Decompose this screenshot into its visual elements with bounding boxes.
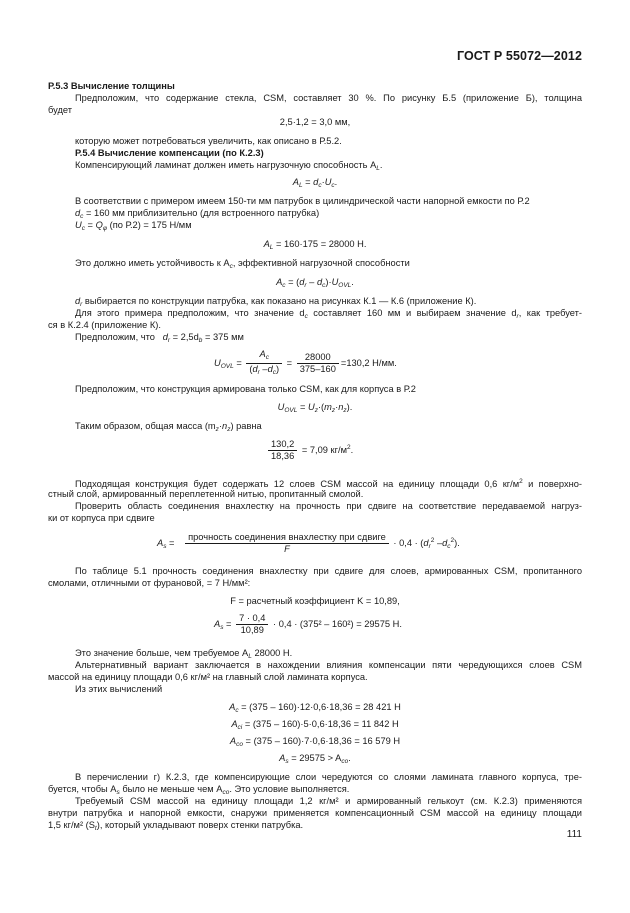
page-number: 111 (566, 829, 582, 840)
equation-al-value: $A_L = 160\cdot 175 = 28000$ Н. (263, 239, 367, 251)
para-condition-met: буется, чтобы $A_s$ было не меньше чем $A_{co}$. Это условие выполняется. (48, 784, 350, 796)
para-total-mass: Таким образом, общая масса $(m_z\cdot n_z)$ равна (75, 421, 262, 433)
equation-aci-value: $A_{ci} = (375 - 160)\cdot 5\cdot 0,6\cdot 18,36 = 11$ 842 Н (231, 719, 399, 731)
para-construction: Подходящая конструкция будет содержать 12 слоев CSM массой на единицу площади 0,6 $кг/м^2$ и поверхно- (75, 478, 583, 489)
para-glass-content: Предположим, что содержание стекла, CSM, составляет 30 %. По рисунку Б.5 (приложение Б), толщина (75, 93, 582, 103)
para-table51: По таблице 5.1 прочность соединения внахлестку при сдвиге для слоев, армированных CSM, пропитанного (75, 566, 582, 576)
equation-uovl: $U_{OVL}$ = $\frac{A_c}{(d_r -d_c)}$ = $\frac{28000}{375-160}$ =130,2 Н/мм. (214, 349, 397, 376)
para-alternative: Альтернативный вариант заключается в нахождении влияния компенсации пяти чередующихся слоев CSM (75, 660, 582, 670)
para-load-capacity: Компенсирующий ламинат должен иметь нагрузочную способность $A_L$. (75, 160, 383, 172)
equation-f-factor: F = расчетный коэффициент K = 10,89, (230, 596, 400, 606)
para-greater-value: Это значение больше, чем требуемое $A_L$ 28000 Н. (75, 648, 293, 660)
para-shear-check-end: ки от корпуса при сдвиге (48, 513, 155, 523)
equation-uovl-uz: $U_{OVL} = U_z\cdot(m_z\cdot n_z)$. (277, 402, 353, 414)
para-shear-check: Проверить область соединения внахлестку на прочность при сдвиге на соответствие передаваемой нагруз- (75, 501, 582, 511)
equation-ac: $A_c = (d_r - d_c)\cdot U_{OVL}$. (276, 277, 354, 289)
equation-as-general: $A_s$ = $\frac{\text{прочность соединения внахлестку при сдвиге}}{F}$ · $0,4 \cdot (d_r^2$ $-d_c^2$). (157, 532, 460, 554)
para-dr-value: Предположим, что $d_r = 2,5d_b = 375$ мм (75, 332, 244, 344)
para-required-csm-end: 1,5 кг/м² $(S_t)$, который укладывают поверх стенки патрубка. (48, 820, 304, 832)
para-example-assume: Для этого примера предположим, что значение $d_c$ составляет 160 мм и выбираем значение $d_r$, как требует- (75, 308, 583, 320)
standard-header: ГОСТ Р 55072—2012 (456, 49, 582, 63)
para-example: В соответствии с примером имеем 150-ти мм патрубок в цилиндрической части напорной емкости по Р.2 (75, 196, 530, 206)
equation-as-compare: $A_s = 29575 > A_{co}$. (279, 753, 351, 765)
para-construction-end: стный слой, армированный переплетенной нитью, пропитанный смолой. (48, 489, 364, 499)
equation-as-value: $A_s$ = $\frac{7 \cdot 0,4}{10,89}$ · 0,4 · (375² – 160²) = 29575 Н. (214, 613, 402, 635)
para-glass-content-end: будет (48, 105, 73, 115)
section-title-p54: Р.5.4 Вычисление компенсации (по К.2.3) (75, 148, 264, 158)
equation-al: $A_L = d_c\cdot U_c$. (292, 177, 338, 189)
para-required-csm: Требуемый CSM массой на единицу площади 1,2 кг/м² и армированный гелькоут (см. К.2.3) применяются (75, 796, 582, 806)
para-enumeration: В перечислении г) К.2.3, где компенсирующие слои чередуются со слоями ламината главного корпуса, тре- (75, 772, 582, 782)
para-table51-end: смолами, отличными от фурановой, = 7 Н/мм²: (48, 578, 251, 588)
equation-thickness: 2,5·1,2 = 3,0 мм, (279, 117, 351, 127)
para-dc: $d_c = 160$ мм приблизительно (для встроенного патрубка) (75, 208, 320, 220)
para-ref-k24: ся в К.2.4 (приложение К). (48, 320, 161, 330)
para-alternative-end: массой на единицу площади 0,6 кг/м² на главный слой ламината корпуса. (48, 672, 368, 682)
section-title-p53: Р.5.3 Вычисление толщины (48, 81, 175, 91)
equation-aco-value: $A_{co} = (375 - 160)\cdot 7\cdot 0,6\cdot 18,36 = 16$ 579 Н (229, 736, 401, 748)
equation-ac-value: $A_c = (375 - 160)\cdot 12\cdot 0,6\cdot 18,36 = 28$ 421 Н (229, 702, 401, 714)
para-uc: $U_c = Q_\varphi$ (по Р.2) = 175 Н/мм (75, 220, 192, 232)
para-increase-note: которую может потребоваться увеличить, как описано в Р.5.2. (75, 136, 342, 146)
para-from-calculations: Из этих вычислений (75, 684, 163, 694)
para-dr-selection: $d_r$ выбирается по конструкции патрубка, как показано на рисунках К.1 — К.6 (приложение К). (75, 296, 477, 308)
para-required-csm-2: внутри патрубка и напорной емкости, снаружи применяется компенсационный CSM массой на единицу площади (48, 808, 582, 818)
para-csm-only: Предположим, что конструкция армирована только CSM, как для корпуса в Р.2 (75, 384, 416, 394)
equation-mass: $\frac{130,2}{18,36}$ = 7,09 $кг/м^2$. (266, 439, 353, 462)
para-stability: Это должно иметь устойчивость к $A_c$, эффективной нагрузочной способности (75, 258, 410, 270)
